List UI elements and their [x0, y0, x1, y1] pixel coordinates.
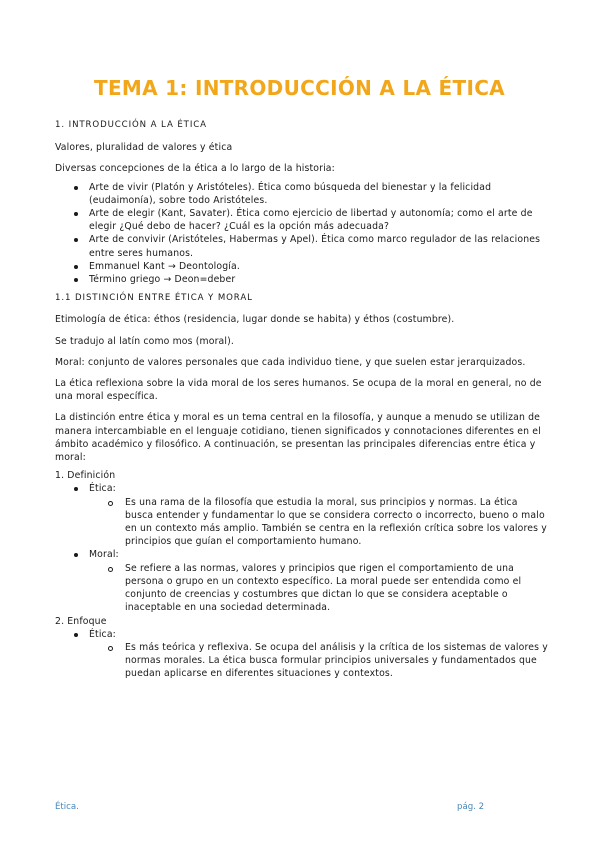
paragraph-etica-reflexiona: La ética reflexiona sobre la vida moral de los seres humanos. Se ocupa de la moral en general, no de una moral específica.: [55, 378, 542, 403]
list-item: Arte de convivir (Aristóteles, Habermas y Apel). Ética como marco regulador de las relaciones entre seres humanos.: [55, 233, 548, 259]
section-heading-introduccion: 1. INTRODUCCIÓN A LA ÉTICA: [55, 120, 207, 130]
footer-left: Ética.: [55, 802, 79, 812]
list-item-etica: [55, 628, 548, 681]
list-item: Arte de elegir (Kant, Savater). Ética como ejercicio de libertad y autonomía; como el arte de elegir ¿Qué debo de hacer? ¿Cuál es la opción más adecuada?: [55, 207, 548, 233]
paragraph-valores: Valores, pluralidad de valores y ética: [55, 142, 233, 154]
paragraph-etimologia: Etimología de ética: éthos (residencia, lugar donde se habita) y éthos (costumbre).: [55, 314, 455, 326]
sublist-item: Es más teórica y reflexiva. Se ocupa del análisis y la crítica de los sistemas de valores y normas morales. La ética busca formular principios universales y fundamentados que puedan aplicarse en diferentes situaciones y contextos.: [55, 641, 548, 681]
sublist-item: Se refiere a las normas, valores y principios que rigen el comportamiento de una persona o grupo en un contexto específico. La moral puede ser entendida como el conjunto de creencias y costumbres que dictan lo que se considera aceptable o inaceptable en una sociedad determinada.: [55, 562, 548, 615]
paragraph-latin: Se tradujo al latín como mos (moral).: [55, 335, 234, 347]
concepciones-list: [55, 181, 548, 287]
etica-sublist: [55, 496, 548, 549]
paragraph-concepciones: Diversas concepciones de la ética a lo largo de la historia:: [55, 163, 335, 175]
list-item: Arte de vivir (Platón y Aristóteles). Ética como búsqueda del bienestar y la felicidad (eudaimonía), sobre todo Aristóteles.: [55, 181, 548, 207]
definicion-list: [55, 482, 548, 614]
etica-label: Ética:: [89, 628, 116, 640]
enfoque-list: [55, 628, 548, 681]
enfoque-label: 2. Enfoque: [55, 615, 107, 627]
etica-label: Ética:: [89, 483, 116, 495]
moral-sublist: [55, 562, 548, 615]
list-item-etica: [55, 482, 548, 548]
list-item-moral: [55, 548, 548, 614]
paragraph-distincion: La distinción entre ética y moral es un tema central en la filosofía, y aunque a menudo se utilizan de manera intercambiable en el lenguaje cotidiano, tienen significados y connotaciones diferentes en el ámbito académico y filosófico. A continuación, se presentan las principales diferencias entre ética y moral:: [55, 412, 541, 464]
definicion-label: 1. Definición: [55, 470, 116, 482]
list-item: Término griego → Deon=deber: [55, 273, 548, 286]
section-heading-distincion: 1.1 DISTINCIÓN ENTRE ÉTICA Y MORAL: [55, 293, 253, 304]
page-title: TEMA 1: INTRODUCCIÓN A LA ÉTICA: [94, 76, 505, 100]
paragraph-moral-def: Moral: conjunto de valores personales que cada individuo tiene, y que suelen estar jerarquizados.: [55, 356, 526, 368]
etica-sublist: [55, 641, 548, 681]
sublist-item: Es una rama de la filosofía que estudia la moral, sus principios y normas. La ética busca entender y fundamentar lo que se considera correcto o incorrecto, bueno o malo en un contexto más amplio. También se centra en la reflexión crítica sobre los valores y principios que guían el comportamiento humano.: [55, 496, 548, 549]
page-number: pág. 2: [457, 802, 485, 812]
document-body: [55, 119, 548, 681]
moral-label: Moral:: [89, 549, 119, 561]
list-item: Emmanuel Kant → Deontología.: [55, 260, 548, 273]
